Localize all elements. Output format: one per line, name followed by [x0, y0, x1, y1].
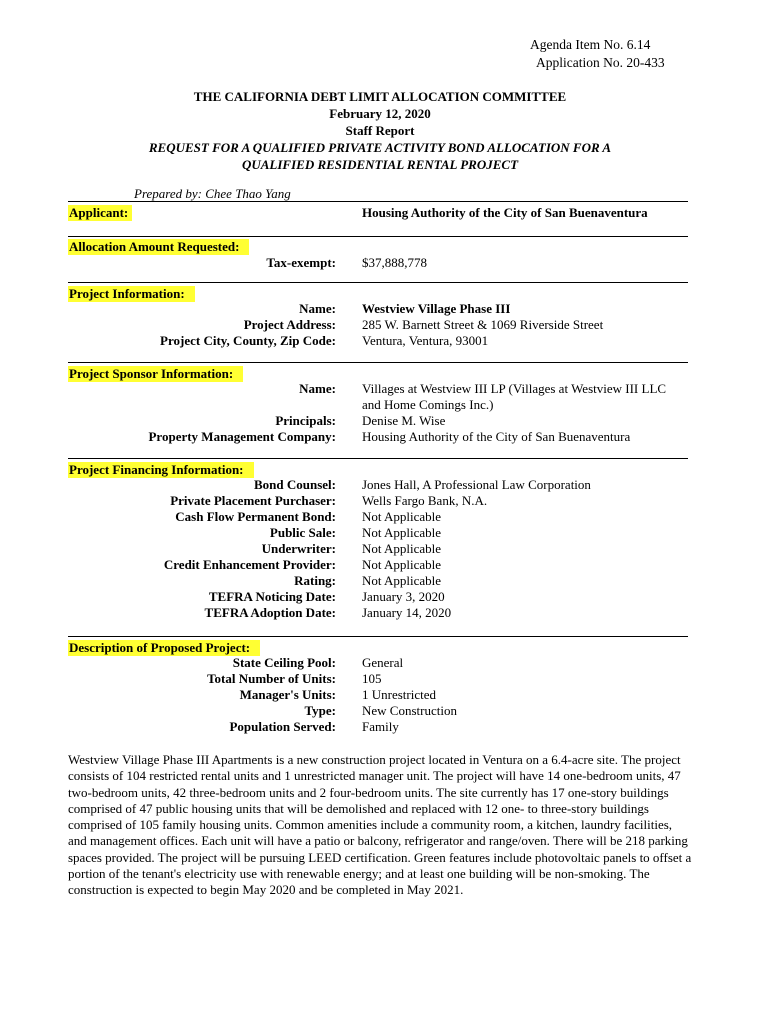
total-units-label: Total Number of Units:	[207, 671, 336, 686]
sponsor-name-label: Name:	[299, 381, 336, 396]
report-date: February 12, 2020	[329, 106, 431, 121]
property-management-value: Housing Authority of the City of San Buenaventura	[362, 429, 631, 444]
credit-enhancement-value: Not Applicable	[362, 557, 442, 572]
project-name-value: Westview Village Phase III	[362, 301, 511, 316]
project-address-value: 285 W. Barnett Street & 1069 Riverside Street	[362, 317, 604, 332]
divider	[68, 201, 688, 202]
tefra-noticing-label: TEFRA Noticing Date:	[208, 589, 336, 604]
project-city-label: Project City, County, Zip Code:	[160, 333, 336, 348]
prepared-by: Prepared by: Chee Thao Yang	[134, 186, 291, 201]
committee-title: THE CALIFORNIA DEBT LIMIT ALLOCATION COMMITTEE	[193, 89, 567, 104]
sponsor-name-value: Villages at Westview III LP (Villages at Westview III LLC and Home Comings Inc.)	[362, 381, 667, 412]
application-row	[536, 54, 665, 72]
project-description-paragraph: Westview Village Phase III Apartments is a new construction project located in Ventura on a 6.4-acre site. The project consists of 104 restricted rental units and 1 unrestricted manager unit. The project will have 14 one-bedroom units, 47 two-bedroom units, 42 three-bedroom units and 2 four-bedroom units. The site currently has 17 one-story buildings comprised of 47 public housing units that will be demolished and replaced with 12 one- to three-story buildings comprised of 105 family housing units. Common amenities include a community room, a kitchen, laundry facilities, and management offices. Each unit will have a patio or balcony, refrigerator and range/oven. There will be 218 parking spaces provided. The project will be pursuing LEED certification. Green features include photovoltaic panels to offset a portion of the tenant's electricity use with renewable energy; and at least one building will be non-smoking. The construction is expected to begin May 2020 and be completed in May 2021.	[68, 752, 692, 898]
bond-counsel-label: Bond Counsel:	[254, 477, 336, 492]
underwriter-label: Underwriter:	[261, 541, 336, 556]
principals-value: Denise M. Wise	[362, 413, 446, 428]
tefra-adoption-value: January 14, 2020	[362, 605, 452, 620]
divider	[68, 636, 688, 637]
public-sale-value: Not Applicable	[362, 525, 442, 540]
divider	[68, 458, 688, 459]
project-address-label: Project Address:	[243, 317, 336, 332]
underwriter-value: Not Applicable	[362, 541, 442, 556]
sponsor-section	[68, 365, 243, 383]
allocation-section-label: Allocation Amount Requested:	[68, 239, 249, 255]
application-value: 20-433	[626, 55, 665, 70]
application-label: Application No.	[536, 55, 623, 70]
project-city-value: Ventura, Ventura, 93001	[362, 333, 489, 348]
cash-flow-bond-label: Cash Flow Permanent Bond:	[175, 509, 336, 524]
managers-units-value: 1 Unrestricted	[362, 687, 437, 702]
population-served-label: Population Served:	[229, 719, 336, 734]
project-info-section	[68, 285, 195, 303]
bond-counsel-value: Jones Hall, A Professional Law Corporation	[362, 477, 591, 492]
financing-section-label: Project Financing Information:	[68, 462, 254, 478]
report-heading	[68, 88, 692, 173]
divider	[68, 236, 688, 237]
agenda-block	[530, 36, 665, 72]
divider	[68, 362, 688, 363]
tax-exempt-label: Tax-exempt:	[266, 255, 336, 270]
description-section	[68, 639, 260, 657]
state-ceiling-pool-label: State Ceiling Pool:	[232, 655, 336, 670]
principals-label: Principals:	[275, 413, 336, 428]
agenda-item-value: 6.14	[626, 37, 651, 52]
request-line-2: QUALIFIED RESIDENTIAL RENTAL PROJECT	[241, 157, 519, 172]
rating-label: Rating:	[294, 573, 336, 588]
credit-enhancement-label: Credit Enhancement Provider:	[163, 557, 336, 572]
agenda-item-row	[530, 36, 665, 54]
tax-exempt-value: $37,888,778	[362, 255, 427, 270]
applicant-value: Housing Authority of the City of San Buenaventura	[362, 205, 648, 220]
allocation-section	[68, 238, 249, 256]
public-sale-label: Public Sale:	[269, 525, 336, 540]
project-info-section-label: Project Information:	[68, 286, 195, 302]
applicant-section	[68, 204, 132, 222]
private-placement-label: Private Placement Purchaser:	[170, 493, 336, 508]
divider	[68, 282, 688, 283]
description-section-label: Description of Proposed Project:	[68, 640, 260, 656]
applicant-label: Applicant:	[68, 205, 132, 221]
managers-units-label: Manager's Units:	[239, 687, 336, 702]
rating-value: Not Applicable	[362, 573, 442, 588]
tefra-adoption-label: TEFRA Adoption Date:	[204, 605, 336, 620]
tefra-noticing-value: January 3, 2020	[362, 589, 445, 604]
state-ceiling-pool-value: General	[362, 655, 404, 670]
project-name-label: Name:	[299, 301, 336, 316]
agenda-item-label: Agenda Item No.	[530, 37, 624, 52]
type-label: Type:	[304, 703, 336, 718]
total-units-value: 105	[362, 671, 382, 686]
report-type: Staff Report	[345, 123, 415, 138]
sponsor-section-label: Project Sponsor Information:	[68, 366, 243, 382]
financing-section	[68, 461, 254, 479]
private-placement-value: Wells Fargo Bank, N.A.	[362, 493, 488, 508]
cash-flow-bond-value: Not Applicable	[362, 509, 442, 524]
population-served-value: Family	[362, 719, 399, 734]
type-value: New Construction	[362, 703, 457, 718]
property-management-label: Property Management Company:	[148, 429, 336, 444]
request-line-1: REQUEST FOR A QUALIFIED PRIVATE ACTIVITY BOND ALLOCATION FOR A	[148, 140, 612, 155]
